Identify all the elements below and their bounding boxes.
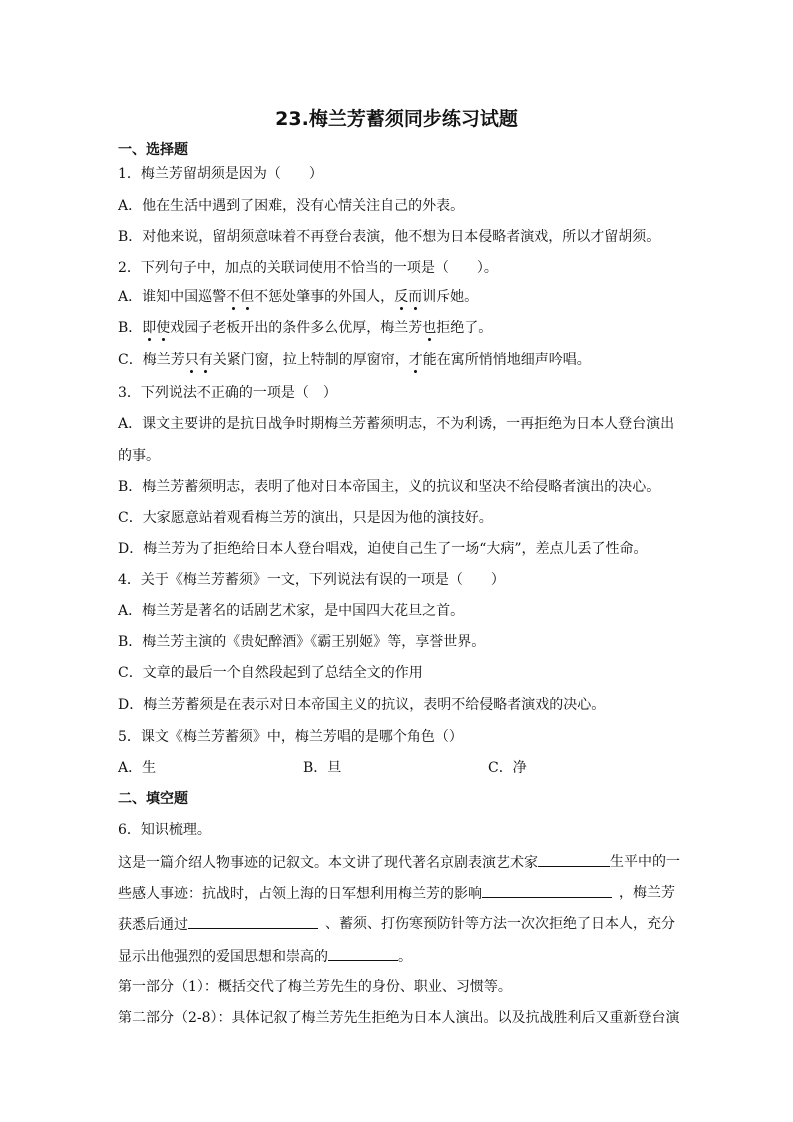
- option-text: A．谁知中国巡警: [118, 289, 227, 305]
- fill-blank[interactable]: [538, 852, 610, 867]
- question-6-line-3: [118, 914, 675, 935]
- paragraph-text: [118, 852, 610, 873]
- part-one-summary: 第一部分（1）：概括交代了梅兰芳先生的身份、职业、习惯等。: [118, 979, 512, 995]
- question-1-option-b: B．对他来说，留胡须意味着不再登台表演，他不想为日本侵略者演戏，所以才留胡须。: [118, 229, 661, 245]
- question-1-option-a: A．他在生活中遇到了困难，没有心情关注自己的外表。: [118, 198, 465, 214]
- question-5-option-c: C．净: [488, 760, 527, 776]
- text-run: 、蓄须、打伤寒预防针等方法一次次拒绝了日本人，充分: [325, 916, 675, 932]
- option-text: 不惩处肇事的外国人，: [254, 289, 395, 305]
- option-text: 拒绝了。: [436, 320, 493, 336]
- question-3-option-c: C．大家愿意站着观看梅兰芳的演出，只是因为他的演技好。: [118, 510, 493, 526]
- text-run: 。: [398, 949, 412, 965]
- option-text: 能在寓所悄悄地细声吟唱。: [422, 352, 591, 368]
- question-3-option-d: D．梅兰芳为了拒绝给日本人登台唱戏，迫使自己生了一场“大病”，差点儿丢了性命。: [118, 541, 648, 557]
- option-text: 戏园子老板开出的条件多么优厚，梅兰芳: [170, 320, 423, 336]
- question-5-option-b: B．旦: [303, 760, 342, 776]
- question-6-line-4: [118, 946, 412, 967]
- dotted-conjunction: 而: [408, 289, 423, 305]
- paragraph-text: [118, 883, 612, 904]
- dotted-conjunction: 即: [142, 320, 157, 336]
- question-1-stem: 1．梅兰芳留胡须是因为（ ）: [118, 166, 323, 182]
- text-run: 些感人事迹：抗战时，占领上海的日军想利用梅兰芳的影响: [118, 886, 482, 902]
- question-2-option-c: [118, 350, 591, 370]
- question-6-line-1: [118, 852, 680, 873]
- text-run: ，梅兰芳: [619, 885, 675, 901]
- question-3-option-a: A．课文主要讲的是抗日战争时期梅兰芳蓄须明志，不为利诱，一再拒绝为日本人登台演出: [118, 416, 675, 432]
- question-2-option-a: [118, 287, 478, 307]
- option-text: B．: [118, 320, 143, 336]
- section-heading-fill: 二、填空题: [118, 791, 188, 807]
- question-4-option-d: D．梅兰芳蓄须是在表示对日本帝国主义的抗议，表明不给侵略者演戏的决心。: [118, 697, 606, 713]
- question-5-option-a: A．生: [118, 760, 157, 776]
- text-run: 显示出他强烈的爱国思想和崇高的: [118, 949, 328, 965]
- question-5-stem: 5．课文《梅兰芳蓄须》中，梅兰芳唱的是哪个角色（）: [118, 729, 463, 745]
- dotted-conjunction: 使: [156, 320, 171, 336]
- question-3-stem: 3．下列说法不正确的一项是（ ）: [118, 385, 337, 401]
- question-4-option-a: A．梅兰芳是著名的话剧艺术家，是中国四大花旦之首。: [118, 603, 465, 619]
- dotted-conjunction: 才: [408, 352, 423, 368]
- option-text: C．梅兰芳: [118, 352, 185, 368]
- text-run: 这是一篇介绍人物事迹的记叙文。本文讲了现代著名京剧表演艺术家: [118, 855, 538, 871]
- page-title: 23.梅兰芳蓄须同步练习试题: [275, 108, 518, 130]
- question-3-option-a-continued: 的事。: [118, 448, 160, 464]
- question-4-option-c: C．文章的最后一个自然段起到了总结全文的作用: [118, 665, 423, 681]
- question-3-option-b: B．梅兰芳蓄须明志，表明了他对日本帝国主，义的抗议和坚决不给侵略者演出的决心。: [118, 479, 661, 495]
- option-text: 关紧门窗，拉上特制的厚窗帘，: [212, 352, 409, 368]
- dotted-conjunction: 反: [394, 289, 409, 305]
- dotted-conjunction: 只: [184, 352, 199, 368]
- question-6-stem: 6．知识梳理。: [118, 822, 211, 838]
- dotted-conjunction: 但: [240, 289, 255, 305]
- dotted-conjunction: 也: [422, 320, 437, 336]
- section-heading-choice: 一、选择题: [118, 142, 188, 158]
- question-4-option-b: B．梅兰芳主演的《贵妃醉酒》《霸王别姬》等，享誉世界。: [118, 634, 486, 650]
- question-4-stem: 4．关于《梅兰芳蓄须》一文，下列说法有误的一项是（ ）: [118, 572, 505, 588]
- fill-blank[interactable]: [188, 914, 318, 929]
- dotted-conjunction: 不: [226, 289, 241, 305]
- text-run: 生平中的一: [610, 854, 680, 870]
- fill-blank[interactable]: [482, 883, 612, 898]
- dotted-conjunction: 有: [198, 352, 213, 368]
- option-text: 训斥她。: [422, 289, 479, 305]
- fill-blank[interactable]: [328, 946, 398, 961]
- part-two-summary: 第二部分（2-8）：具体记叙了梅兰芳先生拒绝为日本人演出。以及抗战胜利后又重新登台演: [118, 1010, 680, 1026]
- text-run: 获悉后通过: [118, 917, 188, 933]
- question-6-line-2: [118, 883, 675, 904]
- question-2-stem: 2．下列句子中，加点的关联词使用不恰当的一项是（ ）。: [118, 260, 498, 276]
- paragraph-text: [118, 914, 318, 935]
- question-2-option-b: [118, 318, 492, 338]
